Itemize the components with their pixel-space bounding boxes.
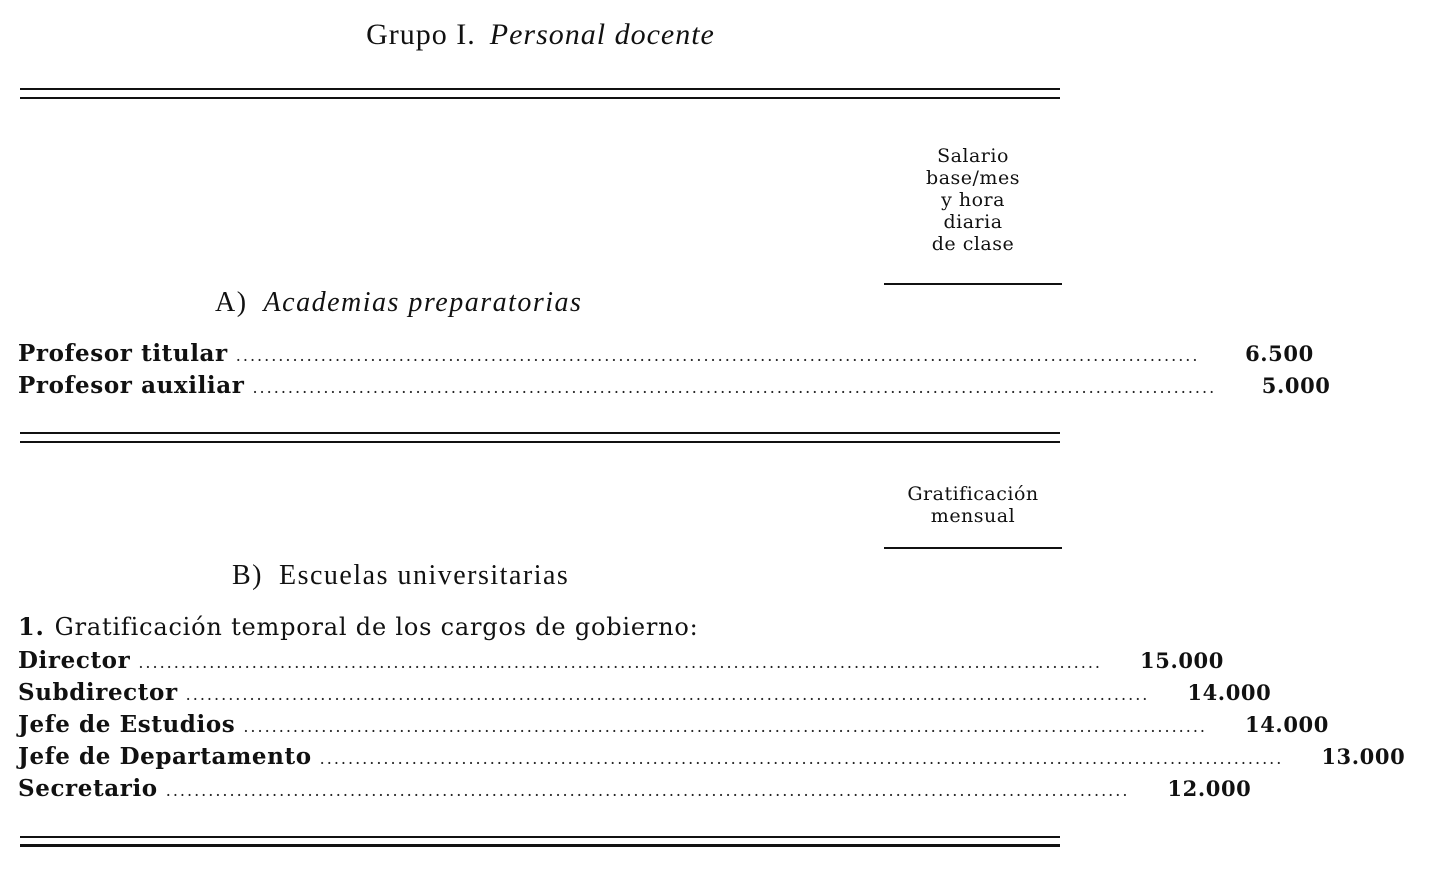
row-value: 14.000 bbox=[1187, 680, 1272, 705]
leader-dots: ........................................................................................................................................ bbox=[235, 346, 1200, 365]
top-double-rule bbox=[20, 88, 1060, 99]
section-letter: A) bbox=[215, 287, 248, 318]
table-row bbox=[18, 775, 1252, 805]
column-header-line: diaria bbox=[943, 211, 1003, 233]
column-header-line: Gratificación bbox=[907, 483, 1039, 505]
table-row bbox=[18, 711, 1329, 741]
column-header-rule bbox=[884, 283, 1062, 285]
table-row bbox=[18, 372, 1331, 402]
section-b-title bbox=[232, 560, 569, 592]
salary-column-header bbox=[880, 145, 1066, 255]
table-row bbox=[18, 340, 1314, 370]
section-name: Academias preparatorias bbox=[263, 287, 583, 318]
section-name: Escuelas universitarias bbox=[279, 560, 570, 591]
table-row bbox=[18, 647, 1224, 677]
table-row bbox=[18, 679, 1272, 709]
row-value: 13.000 bbox=[1321, 744, 1406, 769]
section-letter: B) bbox=[232, 560, 263, 591]
column-header-line: mensual bbox=[930, 505, 1016, 527]
group-subtitle: Personal docente bbox=[489, 18, 715, 51]
section-a-title bbox=[215, 287, 582, 319]
leader-dots: ........................................................................................................................................ bbox=[252, 378, 1217, 397]
group-label: Grupo I. bbox=[366, 18, 476, 51]
row-label: Secretario bbox=[18, 775, 158, 802]
row-label: Director bbox=[18, 647, 131, 674]
bottom-double-rule bbox=[20, 836, 1060, 847]
row-label: Subdirector bbox=[18, 679, 178, 706]
column-header-line: y hora bbox=[941, 189, 1005, 211]
column-header-rule bbox=[884, 547, 1062, 549]
row-label: Jefe de Estudios bbox=[18, 711, 236, 738]
row-label: Jefe de Departamento bbox=[18, 743, 312, 770]
subheading-number: 1. bbox=[18, 612, 45, 641]
leader-dots: ........................................................................................................................................ bbox=[319, 749, 1284, 768]
leader-dots: ........................................................................................................................................ bbox=[185, 685, 1150, 704]
middle-double-rule bbox=[20, 432, 1060, 443]
row-value: 15.000 bbox=[1140, 648, 1224, 673]
column-header-line: Salario bbox=[937, 145, 1009, 167]
row-value: 14.000 bbox=[1245, 712, 1329, 737]
leader-dots: ........................................................................................................................................ bbox=[165, 781, 1130, 800]
table-row bbox=[18, 743, 1406, 773]
row-label: Profesor titular bbox=[18, 340, 228, 367]
row-value: 5.000 bbox=[1261, 373, 1331, 398]
row-label: Profesor auxiliar bbox=[18, 372, 245, 399]
leader-dots: ........................................................................................................................................ bbox=[243, 717, 1207, 736]
row-value: 6.500 bbox=[1245, 341, 1314, 366]
page-title bbox=[0, 18, 1081, 52]
leader-dots: ........................................................................................................................................ bbox=[138, 653, 1103, 672]
subheading bbox=[18, 612, 699, 641]
column-header-line: de clase bbox=[931, 233, 1015, 255]
row-value: 12.000 bbox=[1167, 776, 1252, 801]
gratification-column-header bbox=[880, 483, 1066, 527]
subheading-text: Gratificación temporal de los cargos de gobierno: bbox=[54, 613, 699, 641]
column-header-line: base/mes bbox=[926, 167, 1020, 189]
